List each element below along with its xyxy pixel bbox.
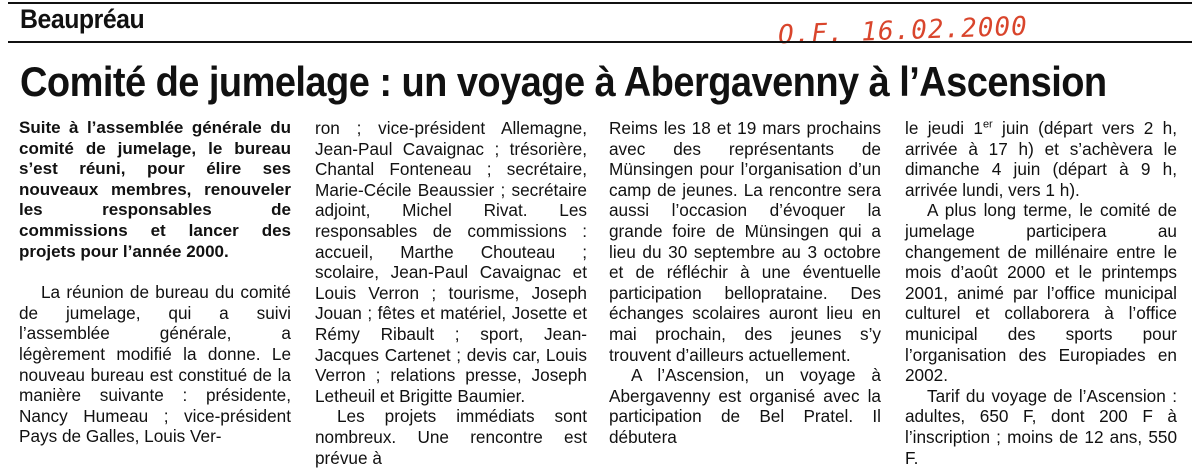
- lead-paragraph: Suite à l’assemblée générale du comité de jumelage, le bureau s’est réuni, pour élire ses nouveaux membres, renouveler les responsables de commissions et lancer des projets pour l’année 2000.: [19, 118, 291, 261]
- superscript: er: [982, 118, 993, 131]
- kicker-rule: [8, 41, 1192, 43]
- paragraph: A l’Ascension, un voyage à Abergavenny est organisé avec la participation de Bel Pratel. Il débutera: [609, 365, 881, 447]
- text-run: le jeudi 1: [905, 118, 983, 138]
- top-rule: [8, 2, 1192, 4]
- handwritten-date-note: O.F. 16.02.2000: [777, 11, 1029, 51]
- headline: Comité de jumelage : un voyage à Abergavenny à l’Ascension: [20, 58, 1107, 105]
- paragraph: A plus long terme, le comité de jumelage participera au changement de millénaire entre le mois d’août 2000 et le printemps 2001, animé par l’office municipal culturel et collaborera à l’office municipal des sports pour l’organisation des Europiades en 2002.: [905, 200, 1177, 386]
- column-4: [905, 118, 1177, 468]
- paragraph: [905, 118, 1177, 200]
- paragraph: ron ; vice-président Allemagne, Jean-Paul Cavaignac ; trésorière, Chantal Fonteneau ; secrétaire, Marie-Cécile Beaussier ; secrétaire adjoint, Michel Rivat. Les responsables de commissions : accueil, Marthe Chouteau ; scolaire, Jean-Paul Cavaignac et Louis Verron ; tourisme, Joseph Jouan ; fêtes et matériel, Josette et Rémy Ribault ; sport, Jean-Jacques Cartenet ; devis car, Louis Verron ; relations presse, Joseph Letheuil et Brigitte Baumier.: [315, 118, 587, 406]
- text-run: juin (départ vers 2 h, arrivée à 17 h) et s’achèvera le dimanche 4 juin (départ à 9 h, arrivée lundi, vers 1 h).: [905, 118, 1177, 200]
- paragraph: Tarif du voyage de l’Ascension : adultes, 650 F, dont 200 F à l’inscription ; moins de 12 ans, 550 F.: [905, 385, 1177, 468]
- column-1: [19, 118, 291, 447]
- paragraph: Les projets immédiats sont nombreux. Une rencontre est prévue à: [315, 406, 587, 468]
- paragraph: Reims les 18 et 19 mars prochains avec des représentants de Münsingen pour l’organisation d’un camp de jeunes. La rencontre sera aussi l’occasion d’évoquer la grande foire de Münsingen qui a lieu du 30 septembre au 3 octobre et de réfléchir à une éventuelle participation belloprataine. Des échanges scolaires auront lieu en mai prochain, des jeunes s’y trouvent d’ailleurs actuellement.: [609, 118, 881, 365]
- column-2: [315, 118, 587, 468]
- paragraph: La réunion de bureau du comité de jumelage, qui a suivi l’assemblée générale, a légèrement modifié la donne. Le nouveau bureau est constitué de la manière suivante : présidente, Nancy Humeau ; vice-président Pays de Galles, Louis Ver-: [19, 282, 291, 447]
- column-3: [609, 118, 881, 448]
- kicker: Beaupréau: [20, 4, 145, 34]
